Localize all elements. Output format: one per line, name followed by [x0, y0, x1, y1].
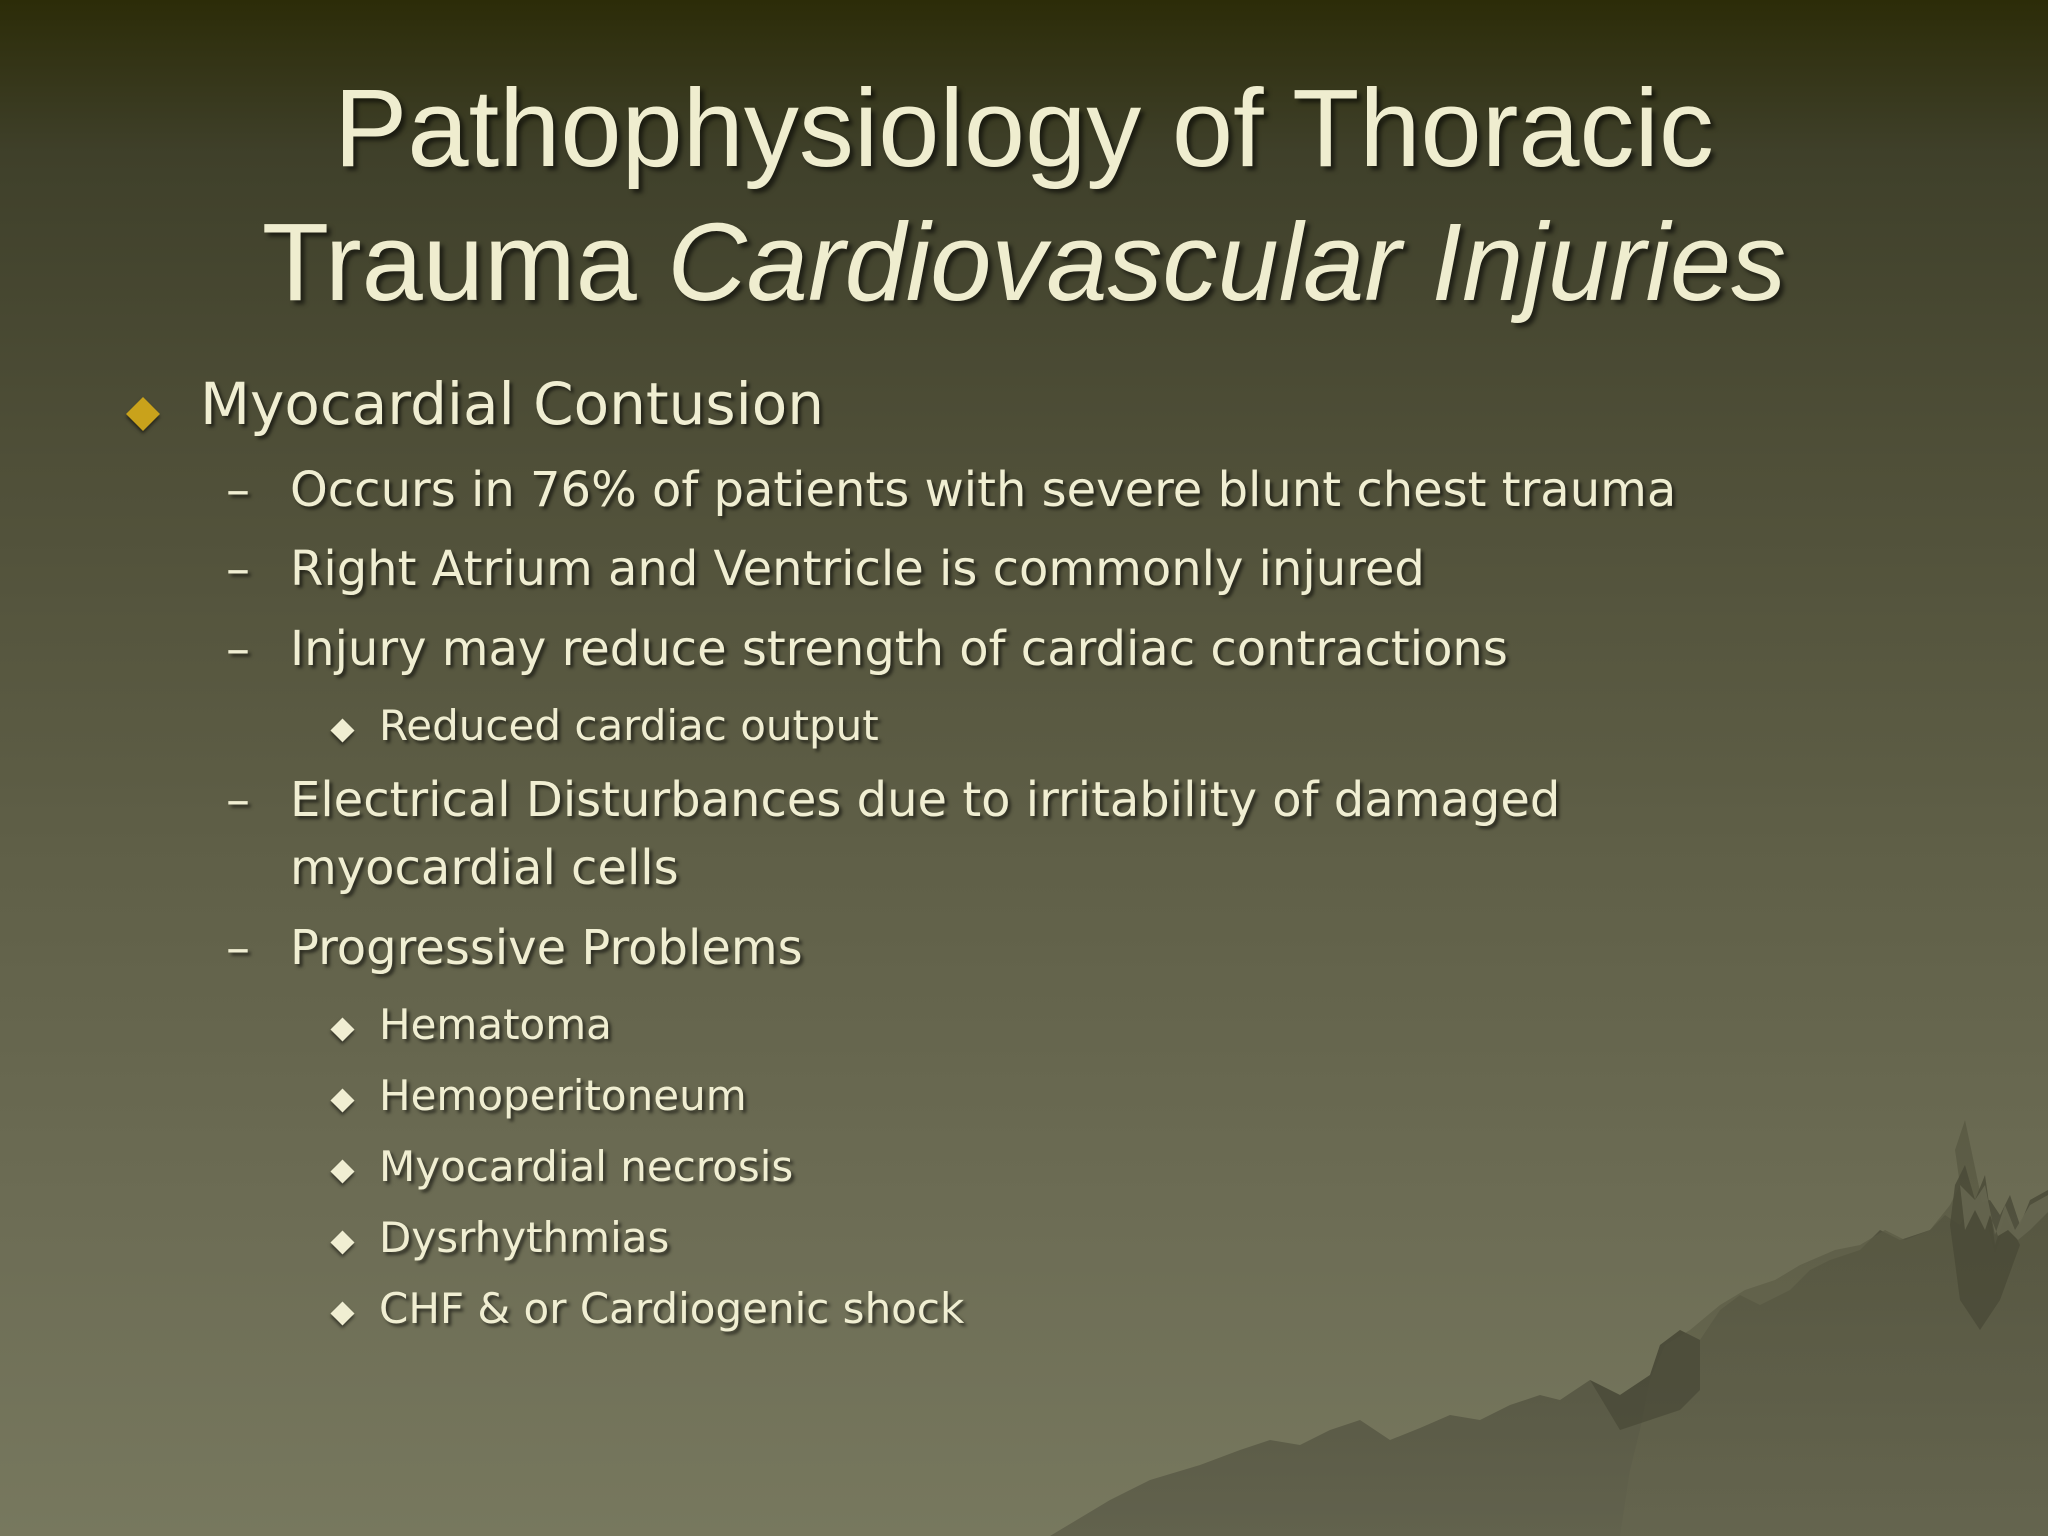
- bullet-diamond-icon: [126, 397, 160, 431]
- sub-sub-myocardial-necrosis: Myocardial necrosis: [379, 1142, 794, 1191]
- title-line-1: Pathophysiology of Thoracic: [334, 67, 1714, 190]
- dash-icon: –: [226, 462, 250, 518]
- sub-bullet-electrical-line1: Electrical Disturbances due to irritability of damaged: [290, 772, 1561, 828]
- sub-bullet-electrical-line2: myocardial cells: [290, 840, 679, 896]
- sub-sub-diamond-icon: [330, 1159, 354, 1183]
- dash-icon: –: [226, 772, 250, 828]
- dash-icon: –: [226, 621, 250, 677]
- sub-sub-diamond-icon: [330, 1017, 354, 1041]
- title-line-2-italic: Cardiovascular Injuries: [667, 201, 1787, 324]
- sub-sub-reduced-output: Reduced cardiac output: [379, 701, 879, 750]
- bullet-myocardial-contusion: Myocardial Contusion: [200, 370, 824, 438]
- sub-sub-dysrhythmias: Dysrhythmias: [379, 1213, 670, 1262]
- dash-icon: –: [226, 541, 250, 597]
- sub-sub-diamond-icon: [330, 1230, 354, 1254]
- sub-sub-diamond-icon: [330, 1301, 354, 1325]
- dash-icon: –: [226, 920, 250, 976]
- sub-sub-chf-shock: CHF & or Cardiogenic shock: [379, 1284, 965, 1333]
- sub-bullet-progressive: Progressive Problems: [290, 920, 803, 976]
- sub-sub-hematoma: Hematoma: [379, 1000, 612, 1049]
- sub-bullet-injury: Injury may reduce strength of cardiac contractions: [290, 621, 1508, 677]
- sub-sub-diamond-icon: [330, 718, 354, 742]
- sub-bullet-occurs: Occurs in 76% of patients with severe blunt chest trauma: [290, 462, 1677, 518]
- title-line-2-regular: Trauma: [261, 201, 637, 324]
- sub-sub-diamond-icon: [330, 1088, 354, 1112]
- sub-sub-hemoperitoneum: Hemoperitoneum: [379, 1071, 747, 1120]
- sub-bullet-right-atrium: Right Atrium and Ventricle is commonly injured: [290, 541, 1425, 597]
